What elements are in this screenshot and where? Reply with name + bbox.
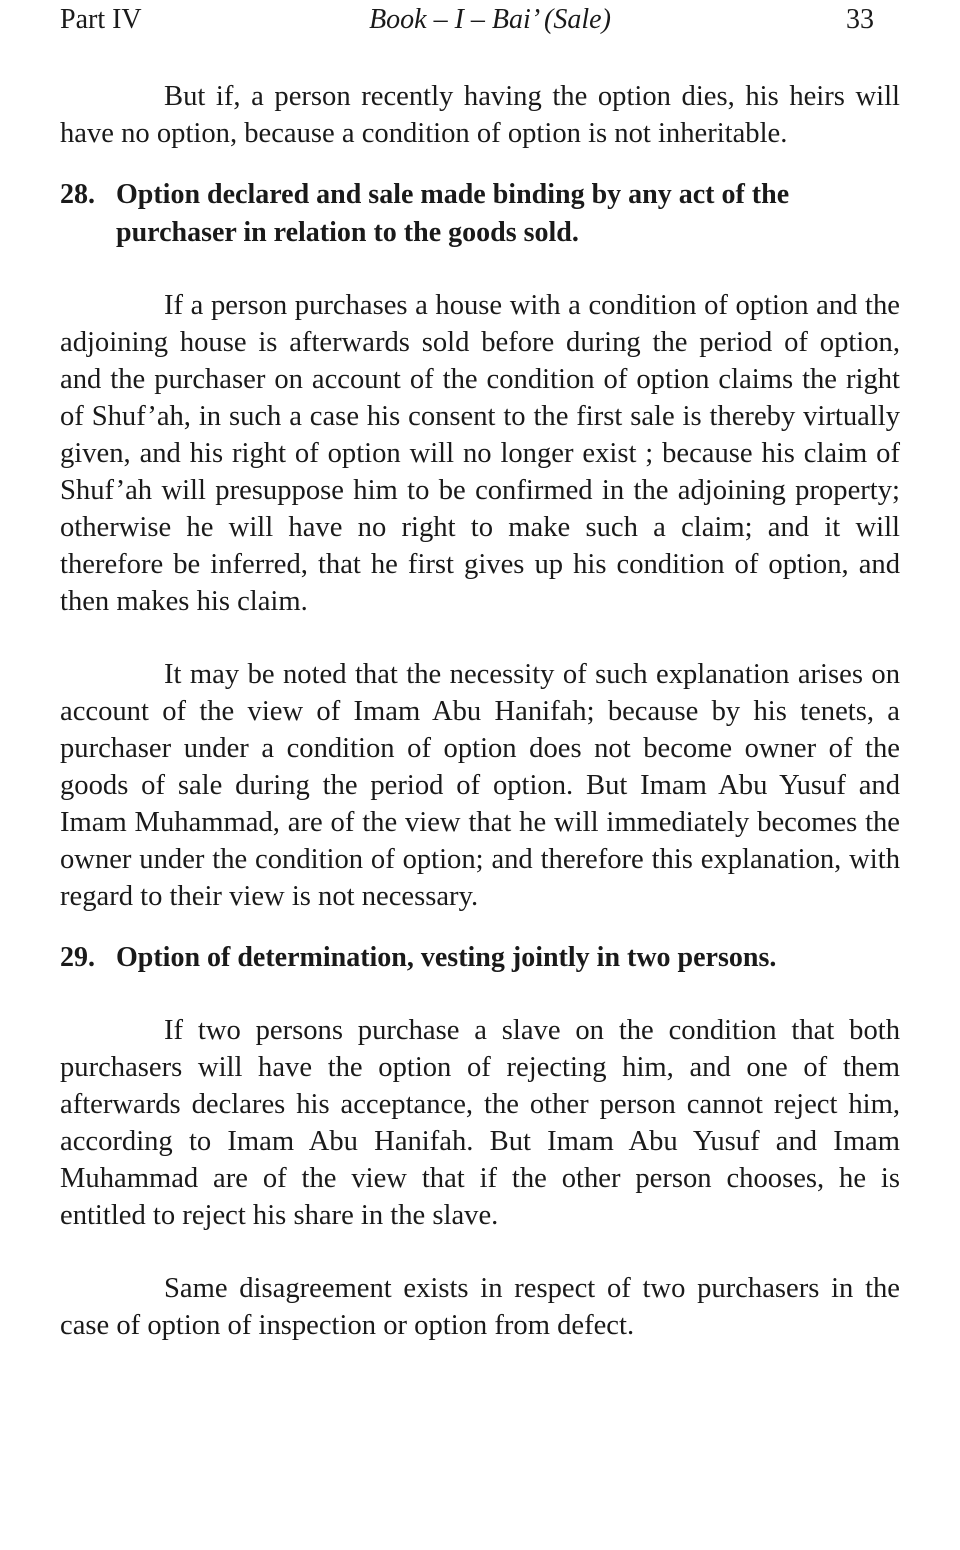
section-title: Option of determination, vesting jointly in two persons.: [116, 942, 777, 973]
header-part: Part IV: [60, 4, 142, 35]
paragraph-same-disagreement: Same disagreement exists in respect of two purchasers in the case of option of inspection or option from defect.: [60, 1273, 900, 1341]
header-page-number: 33: [846, 4, 874, 35]
paragraph-abu-hanifah-view: It may be noted that the necessity of such explanation arises on account of the view of Imam Abu Hanifah; because by his tenets, a purchaser under a condition of option does not become owner of the goods of sale during the period of option. But Imam Abu Yusuf and Imam Muhammad, are of the view that he will immediately becomes the owner under the condition of option; and therefore this explanation, with regard to their view is not necessary.: [60, 659, 900, 912]
section-title: Option declared and sale made binding by any act of the purchaser in relation to the goods sold.: [116, 179, 790, 248]
section-number: 28.: [60, 179, 95, 210]
paragraph-two-purchasers-slave: If two persons purchase a slave on the condition that both purchasers will have the option of rejecting him, and one of them afterwards declares his acceptance, the other person cannot reject him, according to Imam Abu Hanifah. But Imam Abu Yusuf and Imam Muhammad are of the view that if the other person chooses, he is entitled to reject his share in the slave.: [60, 1015, 900, 1231]
page-header: [60, 4, 900, 44]
book-page: [60, 0, 900, 1344]
header-book-title: Book – I – Bai’ (Sale): [369, 4, 611, 35]
section-number: 29.: [60, 942, 95, 973]
paragraph-heirs-option: But if, a person recently having the option dies, his heirs will have no option, because a condition of option is not inheritable.: [60, 81, 900, 149]
paragraph-shufah-example: If a person purchases a house with a condition of option and the adjoining house is afterwards sold before during the period of option, and the purchaser on account of the condition of option claims the right of Shuf’ah, in such a case his consent to the first sale is thereby virtually given, and his right of option will no longer exist ; because his claim of Shuf’ah will presuppose him to be confirmed in the adjoining property; otherwise he will have no right to make such a claim; and it will therefore be inferred, that he first gives up his condition of option, and then makes his claim.: [60, 290, 900, 617]
section-heading-28: [60, 176, 900, 252]
section-heading-29: [60, 939, 900, 977]
